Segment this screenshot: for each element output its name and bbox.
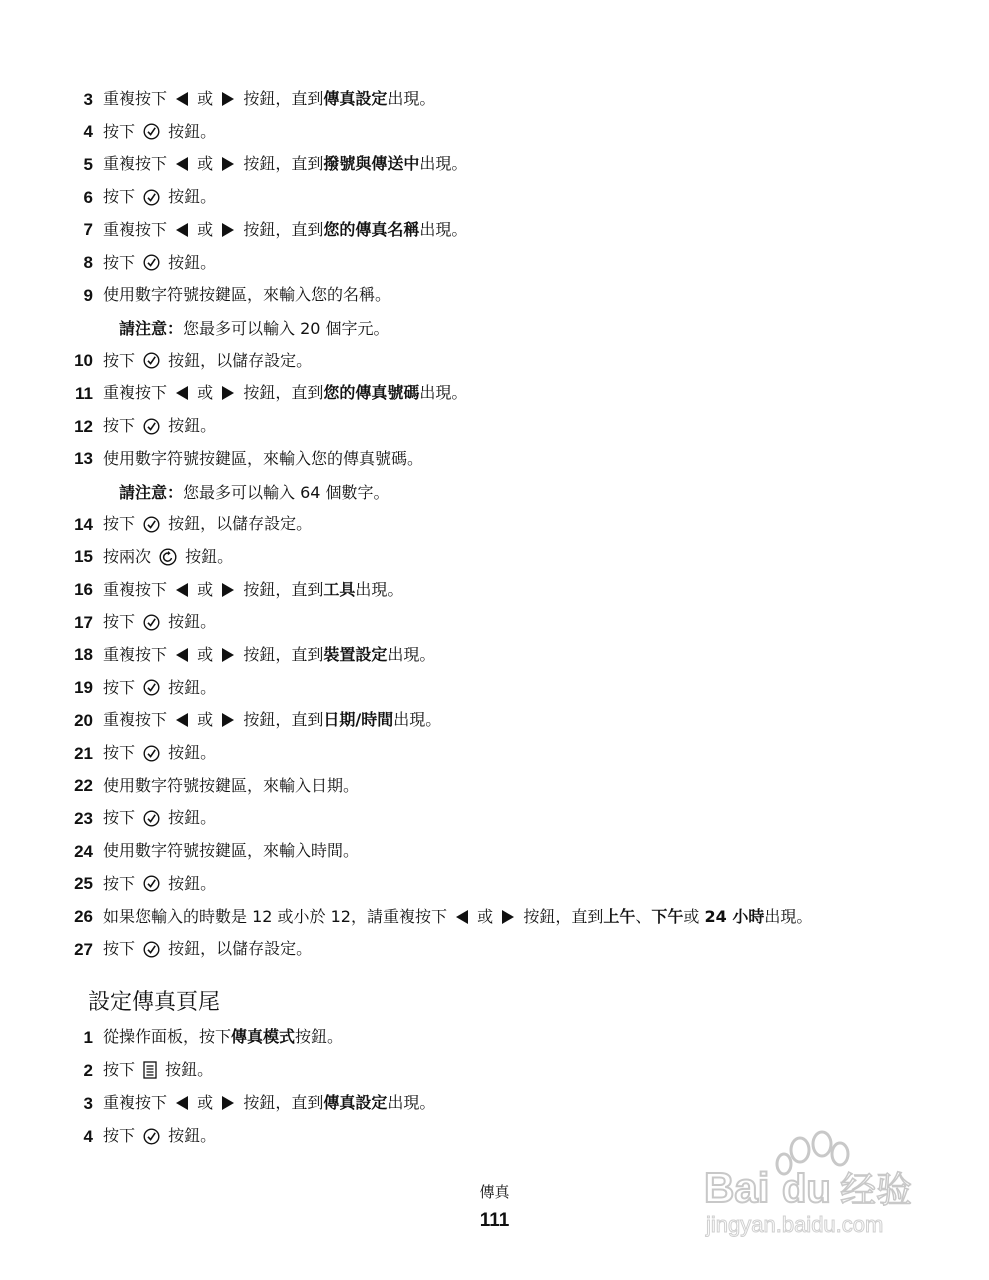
step-content (103, 875, 216, 892)
bold-term: 撥號與傳送中 (323, 154, 420, 174)
step-text: 如果您輸入的時數是 12 或小於 12，請重複按下 (103, 906, 453, 926)
step-text: 按鈕，直到 (238, 579, 324, 599)
step-text: 按鈕。 (163, 677, 217, 697)
step-content (103, 219, 468, 239)
step-number: 25 (74, 874, 93, 894)
bold-term: 請注意： (119, 319, 184, 339)
step-text: 您最多可以輸入 20 個字元。 (183, 319, 390, 339)
step-text: 按下 (103, 743, 141, 762)
step-text: 按鈕。 (163, 743, 217, 762)
step-content (103, 1128, 216, 1145)
step-number: 16 (74, 580, 93, 599)
step-text: 從操作面板，按下 (103, 1027, 232, 1046)
bold-term: 傳真設定 (323, 89, 388, 108)
check-circle-icon (143, 1128, 160, 1145)
step-number: 12 (74, 416, 93, 436)
step-text: 重複按下 (103, 89, 173, 108)
bold-term: 下午 (651, 906, 684, 926)
step-text: 或 (192, 1093, 219, 1112)
step-number: 4 (83, 122, 93, 142)
step-item (0, 86, 435, 112)
check-circle-icon (143, 875, 160, 892)
footer-title: 傳真 (479, 1183, 510, 1201)
bold-term: 請注意： (119, 482, 184, 502)
step-number: 11 (75, 383, 93, 403)
step-text: 按下 (103, 1060, 141, 1079)
bold-term: 上午 (603, 906, 636, 926)
step-text: 或 (192, 579, 219, 599)
left-arrow-icon (175, 712, 189, 728)
left-arrow-icon (175, 582, 189, 598)
bold-term: 您的傳真號碼 (323, 383, 420, 403)
step-item (0, 151, 467, 177)
step-item (0, 282, 391, 308)
step-item (0, 413, 216, 439)
step-text: 按鈕。 (163, 416, 217, 435)
right-arrow-icon (221, 712, 235, 728)
page-number: 111 (479, 1210, 510, 1231)
step-text: 出現。 (419, 383, 468, 403)
left-arrow-icon (175, 91, 189, 107)
step-text: 出現。 (387, 1093, 436, 1112)
step-text: 出現。 (419, 154, 468, 174)
menu-icon (143, 1061, 157, 1079)
step-text: 按鈕，直到 (238, 1093, 324, 1112)
check-circle-icon (143, 123, 160, 140)
step-item (0, 577, 403, 603)
check-circle-icon (143, 352, 160, 369)
step-content (103, 906, 813, 926)
step-item (0, 1123, 216, 1149)
step-item (0, 544, 233, 570)
bold-term: 傳真模式 (231, 1027, 296, 1046)
step-number: 15 (74, 547, 93, 567)
step-text: 按兩次 (103, 546, 157, 566)
step-text: 或 (192, 710, 219, 730)
left-arrow-icon (175, 647, 189, 663)
step-text: 出現。 (419, 219, 468, 239)
step-item (0, 1057, 213, 1083)
step-text: 出現。 (387, 644, 436, 664)
step-text: 按鈕，以儲存設定。 (163, 939, 313, 959)
step-text: 按鈕，以儲存設定。 (163, 514, 313, 534)
step-content (103, 775, 360, 795)
step-content (103, 418, 216, 435)
step-number: 19 (74, 678, 93, 698)
step-text: 按鈕，直到 (238, 154, 324, 174)
step-item (0, 217, 467, 243)
step-text: 您最多可以輸入 64 個數字。 (183, 482, 390, 502)
step-text: 按鈕。 (163, 612, 217, 632)
right-arrow-icon (221, 1095, 235, 1111)
step-content (103, 579, 404, 599)
right-arrow-icon (221, 91, 235, 107)
watermark-cn: 经验 (840, 1170, 913, 1211)
step-text: 按鈕。 (160, 1060, 214, 1079)
step-text: 按下 (103, 1126, 141, 1145)
step-text: 按鈕。 (163, 808, 217, 828)
right-arrow-icon (221, 156, 235, 172)
step-item (0, 609, 216, 635)
step-item (0, 1024, 343, 1050)
step-content (103, 516, 312, 533)
step-item (0, 348, 312, 374)
check-circle-icon (143, 745, 160, 762)
step-item (0, 250, 216, 276)
check-circle-icon (143, 679, 160, 696)
step-text: 按鈕。 (163, 121, 217, 141)
step-number: 7 (83, 220, 93, 240)
right-arrow-icon (221, 385, 235, 401)
check-circle-icon (143, 516, 160, 533)
check-circle-icon (143, 418, 160, 435)
step-text: 或 (192, 89, 219, 108)
step-number: 10 (74, 351, 93, 371)
note (119, 315, 390, 341)
step-text: 按鈕，直到 (518, 906, 604, 926)
step-text: 重複按下 (103, 1093, 173, 1112)
step-text: 按鈕，直到 (238, 219, 324, 239)
step-item (0, 184, 216, 210)
step-content (103, 123, 216, 140)
step-item (0, 119, 216, 145)
step-number: 2 (83, 1060, 93, 1080)
step-text: 按下 (103, 350, 141, 370)
left-arrow-icon (455, 909, 469, 925)
step-number: 6 (83, 187, 93, 207)
step-text: 或 (192, 644, 219, 664)
right-arrow-icon (221, 222, 235, 238)
step-item (0, 838, 359, 864)
step-content (103, 644, 436, 664)
step-text: 重複按下 (103, 710, 173, 730)
step-content (103, 91, 435, 107)
step-text: 按鈕。 (163, 187, 217, 207)
check-circle-icon (143, 189, 160, 206)
step-text: 按下 (103, 121, 141, 141)
step-item (0, 511, 312, 537)
step-number: 17 (74, 612, 93, 632)
bold-term: 傳真設定 (323, 1093, 388, 1112)
step-number: 22 (74, 776, 93, 796)
step-content (103, 1095, 435, 1111)
step-text: 出現。 (355, 579, 404, 599)
step-number: 24 (74, 841, 93, 861)
step-content (103, 614, 216, 631)
step-content (103, 810, 216, 827)
step-item (0, 773, 359, 799)
baidu-jingyan-watermark (700, 1128, 940, 1258)
watermark-brand2: du (782, 1167, 831, 1211)
bold-term: 您的傳真名稱 (323, 219, 420, 239)
step-number: 3 (83, 1093, 93, 1113)
step-item (0, 871, 216, 897)
right-arrow-icon (501, 909, 515, 925)
bold-term: 裝置設定 (323, 644, 388, 664)
step-content (103, 843, 359, 859)
step-number: 26 (74, 907, 93, 926)
step-item (0, 805, 216, 831)
back-circle-icon (159, 548, 177, 566)
bold-term: 工具 (323, 579, 356, 599)
step-text: 出現。 (764, 906, 813, 926)
step-text: 重複按下 (103, 644, 173, 664)
step-text: 按鈕。 (163, 873, 217, 893)
step-text: 重複按下 (103, 154, 173, 174)
check-circle-icon (143, 254, 160, 271)
step-number: 5 (83, 154, 93, 174)
step-text: 按下 (103, 187, 141, 207)
step-text: 按鈕，以儲存設定。 (163, 350, 313, 370)
step-text: 按鈕。 (295, 1027, 344, 1046)
step-content (103, 745, 216, 762)
step-content (103, 1061, 213, 1079)
step-item (0, 707, 441, 733)
step-number: 13 (74, 449, 93, 469)
step-text: 使用數字符號按鍵區，來輸入您的名稱。 (103, 285, 392, 305)
step-text: 按下 (103, 677, 141, 697)
step-text: 、 (635, 906, 652, 926)
step-text: 按下 (103, 252, 141, 272)
step-text: 按鈕。 (163, 252, 217, 272)
step-content (103, 385, 467, 401)
step-text: 出現。 (387, 89, 436, 108)
step-content (103, 941, 312, 958)
left-arrow-icon (175, 385, 189, 401)
step-number: 1 (83, 1027, 93, 1047)
check-circle-icon (143, 941, 160, 958)
step-item (0, 1090, 435, 1116)
step-item (0, 446, 423, 472)
step-text: 按鈕，直到 (238, 644, 324, 664)
note (119, 478, 390, 504)
step-text: 重複按下 (103, 579, 173, 599)
step-content (103, 189, 216, 206)
check-circle-icon (143, 614, 160, 631)
step-text: 或 (192, 219, 219, 239)
step-text: 或 (472, 906, 499, 926)
step-text: 重複按下 (103, 383, 173, 403)
left-arrow-icon (175, 156, 189, 172)
step-content (103, 1029, 343, 1045)
watermark-url: jingyan.baidu.com (706, 1212, 884, 1237)
step-text: 或 (683, 906, 705, 926)
step-text: 按下 (103, 873, 141, 893)
step-number: 21 (74, 743, 93, 763)
step-text: 按鈕。 (180, 546, 234, 566)
bold-term: 日期/時間 (323, 710, 394, 730)
step-text: 使用數字符號按鍵區，來輸入時間。 (103, 841, 360, 861)
step-text: 按下 (103, 514, 141, 534)
step-number: 20 (74, 710, 93, 730)
watermark-brand: Bai (704, 1164, 770, 1211)
step-text: 或 (192, 383, 219, 403)
left-arrow-icon (175, 1095, 189, 1111)
step-number: 3 (83, 89, 93, 109)
step-content (103, 156, 467, 172)
step-number: 8 (83, 253, 93, 272)
step-text: 使用數字符號按鍵區，來輸入日期。 (103, 775, 360, 795)
step-text: 按鈕，直到 (238, 383, 324, 403)
step-content (103, 679, 216, 696)
step-item (0, 936, 312, 962)
step-number: 9 (83, 285, 93, 305)
step-text: 按鈕。 (163, 1126, 217, 1145)
step-content (103, 254, 216, 271)
step-item (0, 904, 812, 930)
step-item (0, 642, 435, 668)
step-item (0, 675, 216, 701)
step-number: 14 (74, 514, 93, 534)
right-arrow-icon (221, 647, 235, 663)
step-content (103, 448, 424, 468)
step-content (103, 548, 233, 566)
step-text: 按下 (103, 416, 141, 435)
step-text: 重複按下 (103, 219, 173, 239)
step-number: 27 (74, 939, 93, 959)
left-arrow-icon (175, 222, 189, 238)
step-number: 18 (74, 645, 93, 665)
step-content (103, 287, 391, 303)
step-text: 使用數字符號按鍵區，來輸入您的傳真號碼。 (103, 448, 424, 468)
right-arrow-icon (221, 582, 235, 598)
step-number: 23 (74, 808, 93, 828)
step-number: 4 (83, 1126, 93, 1146)
step-text: 或 (192, 154, 219, 174)
step-item (0, 380, 467, 406)
section-heading: 設定傳真頁尾 (88, 990, 221, 1015)
step-text: 出現。 (393, 710, 442, 730)
step-text: 按下 (103, 808, 141, 828)
step-text: 按下 (103, 939, 141, 959)
step-content (103, 352, 312, 369)
check-circle-icon (143, 810, 160, 827)
step-content (103, 712, 441, 728)
step-item (0, 740, 216, 766)
step-text: 按鈕，直到 (238, 710, 324, 730)
bold-term: 24 小時 (704, 906, 765, 926)
step-text: 按鈕，直到 (238, 89, 324, 108)
step-text: 按下 (103, 612, 141, 632)
